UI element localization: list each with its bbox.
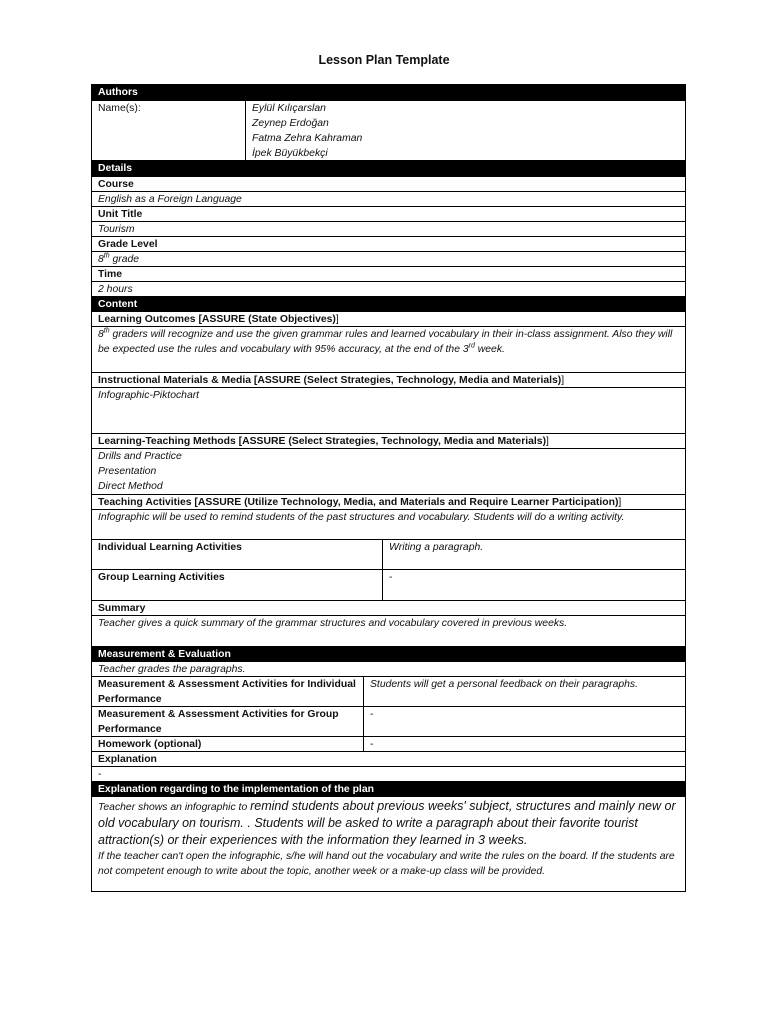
implementation-lead: Teacher shows an infographic to (98, 802, 251, 813)
group-activities-row (92, 570, 685, 601)
explanation-label: Explanation (92, 752, 685, 767)
measurement-intro: Teacher grades the paragraphs. (92, 662, 685, 677)
label-text: Instructional Materials & Media [ (98, 375, 258, 386)
homework-label: Homework (optional) (92, 737, 364, 751)
measurement-group-label: Measurement & Assessment Activities for Group Performance (92, 707, 364, 736)
assure-text: ASSURE (Select Strategies, Technology, Media and Materials) (242, 436, 547, 447)
section-header-measurement: Measurement & Evaluation (92, 647, 685, 662)
individual-activities-label: Individual Learning Activities (92, 540, 383, 569)
unit-title-value: Tourism (92, 222, 685, 237)
materials-value: Infographic-Piktochart (92, 388, 685, 434)
implementation-main: remind students about previous weeks' subject, structures and mainly new or old vocabulary on tourism. . Students will be asked to write a paragraph about their favorite tourist attraction(s) or their experiences with the information they learned in 3 weeks. (98, 799, 676, 847)
individual-activities-value: Writing a paragraph. (389, 542, 484, 553)
course-value: English as a Foreign Language (92, 192, 685, 207)
course-label: Course (92, 177, 685, 192)
outcomes-text-end: week. (474, 344, 505, 355)
section-header-content: Content (92, 297, 685, 312)
label-text: Learning Outcomes [ (98, 314, 202, 325)
lesson-plan-table (91, 84, 686, 892)
explanation-value: - (92, 767, 685, 782)
author-names (246, 101, 368, 160)
method-item: Presentation (98, 466, 157, 477)
teaching-activities-label (92, 495, 685, 510)
label-text: Teaching Activities [ (98, 497, 198, 508)
grade-text: grade (109, 254, 140, 265)
measurement-group-row (92, 707, 685, 737)
section-header-implementation: Explanation regarding to the implementation of the plan (92, 782, 685, 797)
summary-value: Teacher gives a quick summary of the grammar structures and vocabulary covered in previous weeks. (92, 616, 685, 647)
bracket: ] (335, 314, 339, 325)
learning-outcomes-value (92, 327, 685, 373)
outcomes-text: graders will recognize and use the given grammar rules and learned vocabulary in their in-class assignment. Also they will be expected use the rules and vocabulary with 95% accuracy, at the end of the 3 (98, 329, 673, 355)
assure-text: ASSURE (State Objectives) (201, 314, 336, 325)
measurement-group-value: - (370, 709, 374, 720)
learning-outcomes-label (92, 312, 685, 327)
materials-label (92, 373, 685, 388)
individual-activities-row (92, 540, 685, 570)
homework-value: - (370, 739, 374, 750)
summary-label: Summary (92, 601, 685, 616)
bracket: ] (561, 375, 565, 386)
week-suffix: rd (468, 342, 475, 350)
group-activities-label: Group Learning Activities (92, 570, 383, 600)
measurement-individual-row (92, 677, 685, 707)
method-item: Direct Method (98, 481, 163, 492)
unit-title-label: Unit Title (92, 207, 685, 222)
grade-level-label: Grade Level (92, 237, 685, 252)
homework-row (92, 737, 685, 752)
methods-label (92, 434, 685, 449)
method-item: Drills and Practice (98, 451, 182, 462)
label-text: Learning-Teaching Methods [ (98, 436, 243, 447)
grade-suffix: th (103, 327, 110, 335)
author-name: Eylül Kılıçarslan (252, 103, 326, 114)
author-name: Zeynep Erdoğan (252, 118, 329, 129)
section-header-authors: Authors (92, 85, 685, 101)
authors-label: Name(s): (92, 101, 246, 160)
grade-number: 8 (98, 254, 104, 265)
grade-level-value (92, 252, 685, 267)
assure-text: ASSURE (Utilize Technology, Media, and Materials and Require Learner Participation) (197, 497, 619, 508)
grade-number: 8 (98, 329, 104, 340)
bracket: ] (546, 436, 549, 447)
grade-suffix: th (103, 252, 110, 260)
assure-text: ASSURE (Select Strategies, Technology, Media and Materials) (257, 375, 562, 386)
authors-row (92, 101, 685, 161)
group-activities-value: - (389, 572, 393, 583)
implementation-value (92, 797, 685, 891)
teaching-activities-value: Infographic will be used to remind students of the past structures and vocabulary. Students will do a writing activity. (92, 510, 685, 540)
implementation-note: If the teacher can't open the infographic, s/he will hand out the vocabulary and write the rules on the board. If the students are not competent enough to write about the topic, another week or a make-up class will be provided. (98, 851, 675, 877)
bracket: ] (618, 497, 622, 508)
time-label: Time (92, 267, 685, 282)
author-name: İpek Büyükbekçi (252, 148, 328, 159)
author-name: Fatma Zehra Kahraman (252, 133, 363, 144)
section-header-details: Details (92, 161, 685, 177)
time-value: 2 hours (92, 282, 685, 297)
measurement-individual-label: Measurement & Assessment Activities for Individual Performance (92, 677, 364, 706)
measurement-individual-value: Students will get a personal feedback on their paragraphs. (370, 679, 639, 690)
page-title: Lesson Plan Template (318, 53, 450, 67)
methods-value (92, 449, 685, 495)
